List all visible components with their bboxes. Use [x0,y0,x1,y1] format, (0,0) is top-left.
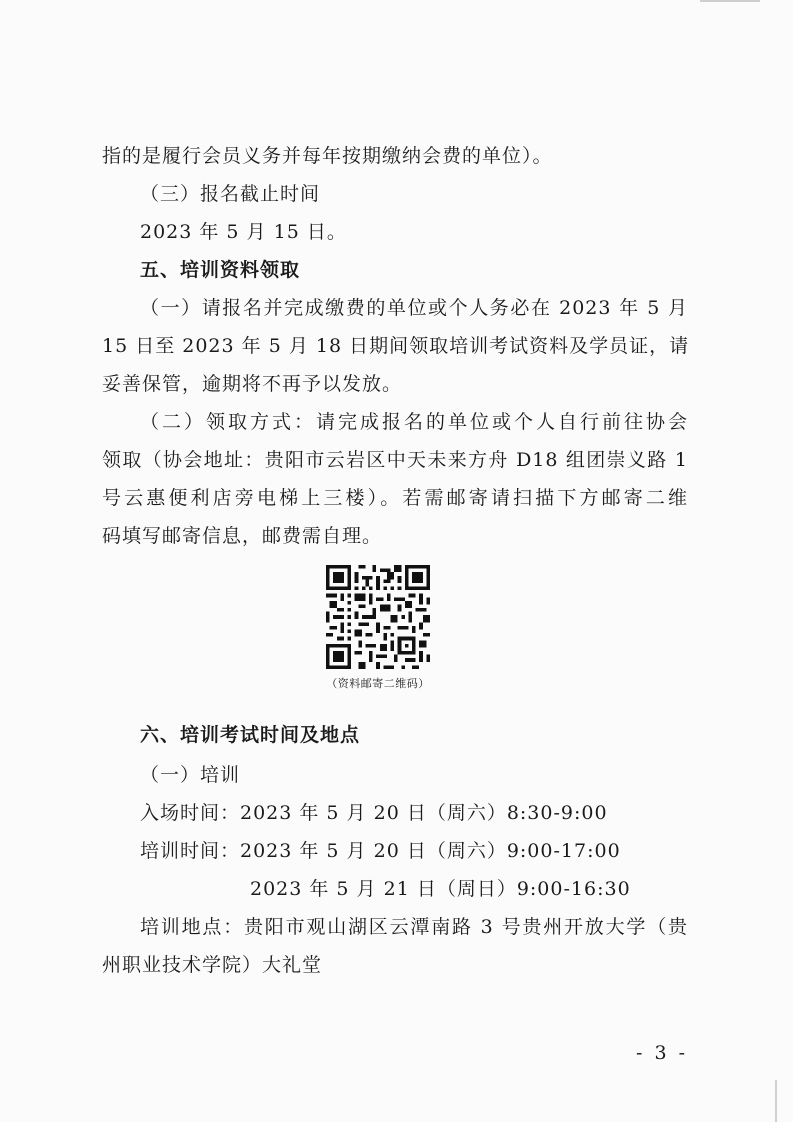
section-heading-5: 五、培训资料领取 [140,259,301,281]
mailing-qr-code[interactable] [326,565,430,669]
deadline-date: 2023 年 5 月 15 日。 [140,221,347,243]
paragraph-line: 号云惠便利店旁电梯上三楼）。若需邮寄请扫描下方邮寄二维 [102,487,688,509]
section-subheading: （三）报名截止时间 [140,183,321,205]
paragraph-line: 领取（协会地址：贵阳市云岩区中天未来方舟 D18 组团崇义路 1 [102,449,688,471]
scan-edge-mark [700,0,760,2]
scan-edge-mark [775,1080,777,1122]
section-heading-6: 六、培训考试时间及地点 [140,724,361,746]
paragraph-line: （二）领取方式：请完成报名的单位或个人自行前往协会 [140,411,688,433]
page-number: - 3 - [636,1042,689,1064]
training-venue: 州职业技术学院）大礼堂 [102,954,323,976]
qr-code-icon [326,565,430,669]
paragraph-line: 15 日至 2023 年 5 月 18 日期间领取培训考试资料及学员证，请 [102,335,690,357]
training-venue: 培训地点：贵阳市观山湖区云潭南路 3 号贵州开放大学（贵 [140,916,688,938]
qr-caption: （资料邮寄二维码） [326,677,430,690]
paragraph-line: 码填写邮寄信息，邮费需自理。 [102,525,383,547]
entry-time: 入场时间：2023 年 5 月 20 日（周六）8:30-9:00 [140,802,608,824]
training-time: 2023 年 5 月 21 日（周日）9:00-16:30 [250,878,631,900]
paragraph-line: 指的是履行会员义务并每年按期缴纳会费的单位）。 [102,145,553,167]
training-time: 培训时间：2023 年 5 月 20 日（周六）9:00-17:00 [140,840,621,862]
paragraph-line: 妥善保管，逾期将不再予以发放。 [102,373,403,395]
section-subheading: （一）培训 [140,764,241,786]
paragraph-line: （一）请报名并完成缴费的单位或个人务必在 2023 年 5 月 [140,297,688,319]
